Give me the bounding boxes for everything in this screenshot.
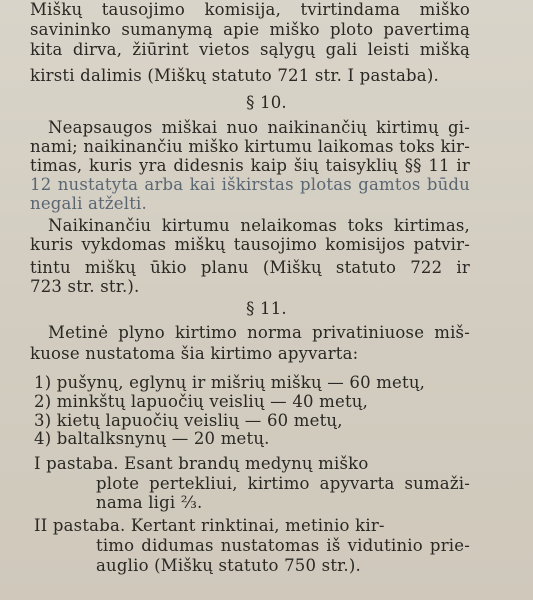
list-item: 3) kietų lapuočių veislių — 60 metų,	[34, 411, 343, 430]
text-line: tintu miškų ūkio planu (Miškų statuto 722 ir	[30, 258, 470, 277]
text-line: savininko sumanymą apie miško ploto pavertimą	[30, 20, 470, 39]
text-line: kuose nustatoma šia kirtimo apyvarta:	[30, 344, 359, 363]
note-line: plote pertekliui, kirtimo apyvarta sumaži-	[96, 474, 470, 493]
text-line: timas, kuris yra didesnis kaip šių taisyklių §§ 11 ir	[30, 156, 470, 175]
section-heading-10: § 10.	[246, 93, 287, 112]
text-line: Neapsaugos miškai nuo naikinančių kirtimų gi-	[48, 118, 470, 137]
note-line: II pastaba. Kertant rinktinai, metinio kir-	[34, 516, 385, 535]
note-line: timo didumas nustatomas iš vidutinio prie-	[96, 536, 470, 555]
text-line: kita dirva, žiūrint vietos sąlygų gali leisti mišką	[30, 40, 470, 59]
text-line: nami; naikinančiu miško kirtumu laikomas toks kir-	[30, 137, 470, 156]
text-line: Miškų tausojimo komisija, tvirtindama miško	[30, 0, 470, 19]
list-item: 1) pušynų, eglynų ir mišrių miškų — 60 metų,	[34, 373, 426, 392]
section-heading-11: § 11.	[246, 299, 287, 318]
list-item: 2) minkštų lapuočių veislių — 40 metų,	[34, 392, 369, 411]
note-line: auglio (Miškų statuto 750 str.).	[96, 556, 361, 575]
text-line: 723 str. str.).	[30, 277, 140, 296]
text-line: kuris vykdomas miškų tausojimo komisijos patvir-	[30, 235, 470, 254]
text-line: negali atželti.	[30, 194, 147, 213]
note-line: I pastaba. Esant brandų medynų miško	[34, 454, 369, 473]
text-line: 12 nustatyta arba kai iškirstas plotas gamtos būdu	[30, 175, 470, 194]
text-line: Metinė plyno kirtimo norma privatiniuose miš-	[48, 323, 470, 342]
text-line: kirsti dalimis (Miškų statuto 721 str. I pastaba).	[30, 66, 439, 85]
text-line: Naikinančiu kirtumu nelaikomas toks kirtimas,	[48, 216, 470, 235]
list-item: 4) baltalksnynų — 20 metų.	[34, 429, 270, 448]
note-line: nama ligi ⅔.	[96, 493, 203, 512]
